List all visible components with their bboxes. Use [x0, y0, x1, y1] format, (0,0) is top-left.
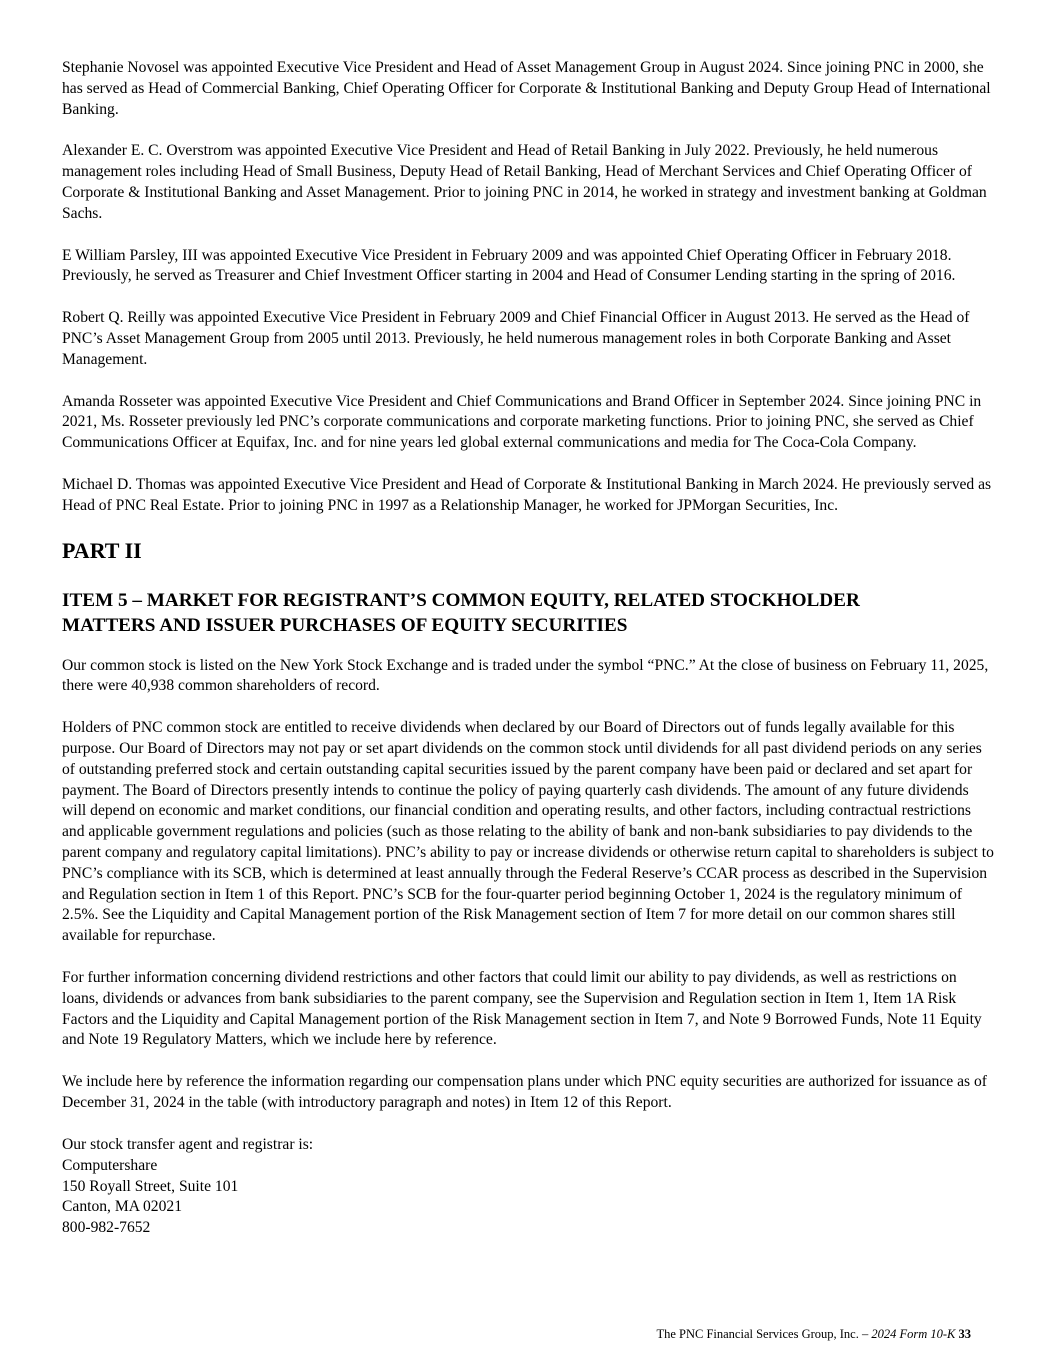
- transfer-agent-intro: Our stock transfer agent and registrar is:: [62, 1135, 314, 1153]
- page-number: 33: [958, 1327, 971, 1341]
- body-paragraph: We include here by reference the information regarding our compensation plans under which PNC equity securities are authorized for issuance as of December 31, 2024 in the table (with introductory paragraph and notes) in Item 12 of this Report.: [62, 1073, 987, 1111]
- item-title-line-2: MATTERS AND ISSUER PURCHASES OF EQUITY SECURITIES: [62, 614, 628, 636]
- page-footer: [656, 1326, 971, 1342]
- footer-form: 2024 Form 10-K: [871, 1327, 956, 1341]
- item-title: [62, 588, 996, 638]
- executive-bios: [62, 58, 996, 517]
- bio-paragraph: Amanda Rosseter was appointed Executive Vice President and Chief Communications and Brand Officer in September 2024. Since joining PNC in 2021, Ms. Rosseter previously led PNC’s corporate communications and corporate marketing functions. Prior to joining PNC, she served as Chief Communications Officer at Equifax, Inc. and for nine years led global external communications and media for The Coca-Cola Company.: [62, 392, 982, 452]
- item-5-body: [62, 656, 996, 1114]
- footer-company: The PNC Financial Services Group, Inc. –: [656, 1327, 869, 1341]
- body-paragraph: Our common stock is listed on the New York Stock Exchange and is traded under the symbol “PNC.” At the close of business on February 11, 2025, there were 40,938 common shareholders of record.: [62, 656, 989, 695]
- body-paragraph: Holders of PNC common stock are entitled to receive dividends when declared by our Board of Directors out of funds legally available for this purpose. Our Board of Directors may not pay or set apart dividends on the common stock until dividends for all past dividend periods on any series of outstanding preferred stock and certain outstanding capital securities issued by the parent company have been paid or declared and set apart for payment. The Board of Directors presently intends to continue the policy of paying quarterly cash dividends. The amount of any future dividends will depend on economic and market conditions, our financial condition and operating results, and other factors, including contractual restrictions and applicable government regulations and policies (such as those relating to the ability of bank and non-bank subsidiaries to pay dividends to the parent company and regulatory capital limitations). PNC’s ability to pay or increase dividends or otherwise return capital to shareholders is subject to PNC’s compliance with its SCB, which is determined at least annually through the Federal Reserve’s CCAR process as described in the Supervision and Regulation section in Item 1 of this Report. PNC’s SCB for the four-quarter period beginning October 1, 2024 is the regulatory minimum of 2.5%. See the Liquidity and Capital Management portion of the Risk Management section of Item 7 for more detail on our common shares still available for repurchase.: [62, 719, 994, 945]
- body-paragraph: For further information concerning dividend restrictions and other factors that could limit our ability to pay dividends, as well as restrictions on loans, dividends or advances from bank subsidiaries to the parent company, see the Supervision and Regulation section in Item 1, Item 1A Risk Factors and the Liquidity and Capital Management portion of the Risk Management section in Item 7, and Note 9 Borrowed Funds, Note 11 Equity and Note 19 Regulatory Matters, which we include here by reference.: [62, 968, 982, 1049]
- transfer-agent-street: 150 Royall Street, Suite 101: [62, 1177, 239, 1195]
- bio-paragraph: E William Parsley, III was appointed Executive Vice President in February 2009 and was appointed Chief Operating Officer in February 2018. Previously, he served as Treasurer and Chief Investment Officer starting in 2004 and Head of Consumer Lending starting in the spring of 2016.: [62, 246, 956, 285]
- document-page: [62, 58, 996, 1239]
- bio-paragraph: Alexander E. C. Overstrom was appointed Executive Vice President and Head of Retail Banking in July 2022. Previously, he held numerous management roles including Head of Small Business, Deputy Head of Retail Banking, Head of Merchant Services and Chief Operating Officer of Corporate & Institutional Banking and Asset Management. Prior to joining PNC in 2014, he worked in strategy and investment banking at Goldman Sachs.: [62, 142, 987, 222]
- item-title-line-1: ITEM 5 – MARKET FOR REGISTRANT’S COMMON EQUITY, RELATED STOCKHOLDER: [62, 589, 860, 611]
- bio-paragraph: Stephanie Novosel was appointed Executive Vice President and Head of Asset Management Group in August 2024. Since joining PNC in 2000, she has served as Head of Commercial Banking, Chief Operating Officer for Corporate & Institutional Banking and Deputy Group Head of International Banking.: [62, 59, 991, 118]
- transfer-agent-name: Computershare: [62, 1157, 158, 1175]
- transfer-agent-phone: 800-982-7652: [62, 1219, 151, 1237]
- transfer-agent-address: [62, 1135, 996, 1239]
- transfer-agent-city: Canton, MA 02021: [62, 1198, 182, 1216]
- part-title: PART II: [62, 537, 142, 563]
- bio-paragraph: Robert Q. Reilly was appointed Executive Vice President in February 2009 and Chief Financial Officer in August 2013. He served as the Head of PNC’s Asset Management Group from 2005 until 2013. Previously, he held numerous management roles in both Corporate Banking and Asset Management.: [62, 309, 970, 368]
- bio-paragraph: Michael D. Thomas was appointed Executive Vice President and Head of Corporate & Institutional Banking in March 2024. He previously served as Head of PNC Real Estate. Prior to joining PNC in 1997 as a Relationship Manager, he worked for JPMorgan Securities, Inc.: [62, 475, 992, 514]
